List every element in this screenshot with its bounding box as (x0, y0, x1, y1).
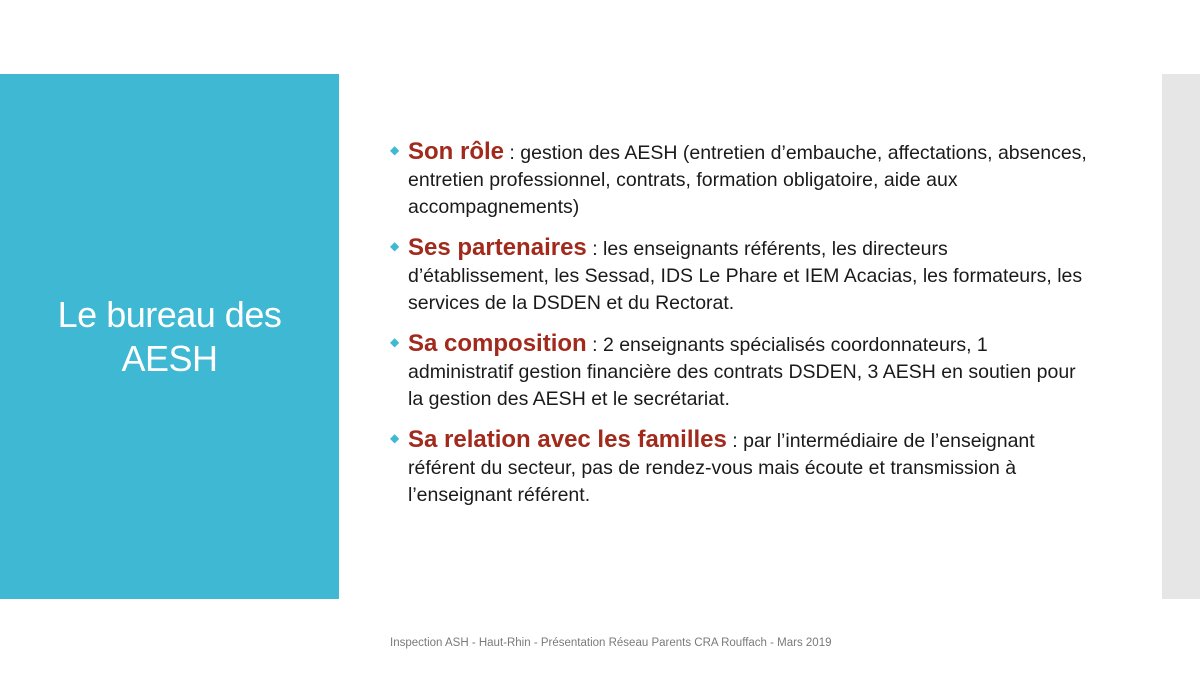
slide-title (38, 293, 302, 381)
bullet-text: : 2 enseignants spécialisés coordonnateurs, 1 administratif gestion financière des contrats DSDEN, 3 AESH en soutien pour la gestion des AESH et le secrétariat. (408, 334, 1076, 410)
slide-title-line-2: AESH (121, 337, 218, 379)
bullet-text: : gestion des AESH (entretien d’embauche, affectations, absences, entretien professionnel, contrats, formation obligatoire, aide aux accompagnements) (408, 142, 1087, 218)
title-panel (0, 74, 339, 599)
bullet-icon: ◆ (390, 335, 400, 349)
side-decoration-strip (1162, 74, 1200, 599)
bullet-item-role (390, 138, 1090, 221)
bullet-heading: Ses partenaires (408, 234, 587, 261)
bullet-item-composition (390, 330, 1090, 413)
bullet-item-family-relation (390, 426, 1090, 509)
bullet-heading: Sa relation avec les familles (408, 426, 727, 453)
bullet-text: : les enseignants référents, les directeurs d’établissement, les Sessad, IDS Le Phare et IEM Acacias, les formateurs, les services de la DSDEN et du Rectorat. (408, 238, 1083, 314)
bullet-heading: Sa composition (408, 330, 587, 357)
slide-title-line-1: Le bureau des (57, 293, 282, 335)
slide-footer: Inspection ASH - Haut-Rhin - Présentation Réseau Parents CRA Rouffach - Mars 2019 (390, 637, 832, 649)
bullet-list (390, 138, 1090, 522)
bullet-icon: ◆ (390, 239, 400, 253)
bullet-item-partners (390, 234, 1090, 317)
bullet-text: : par l’intermédiaire de l’enseignant référent du secteur, pas de rendez-vous mais écoute et transmission à l’enseignant référent. (408, 430, 1035, 506)
bullet-icon: ◆ (390, 143, 400, 157)
bullet-heading: Son rôle (408, 138, 505, 165)
bullet-icon: ◆ (390, 431, 400, 445)
